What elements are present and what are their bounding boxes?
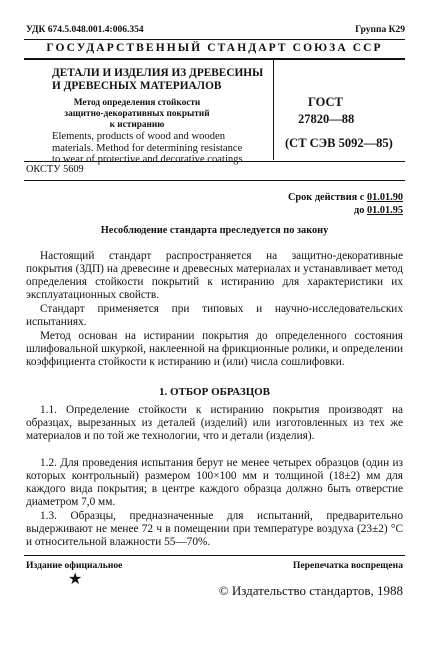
gost-number: 27820—88 [298, 112, 355, 126]
copyright-notice: © Издательство стандартов, 1988 [218, 583, 403, 598]
validity-to-label: до [354, 205, 365, 216]
clause-1-1: 1.1. Определение стойкости к истиранию покрытия производят на образцах, вырезанных из деталей (изделий) или изготовленных из тех же материалов и по той же технологии, что и детали (изделия). [26, 404, 403, 443]
okstu-rule [24, 180, 405, 181]
title-line-2: И ДРЕВЕСНЫХ МАТЕРИАЛОВ [52, 80, 222, 92]
header-rule-top [24, 39, 405, 40]
document-title [52, 67, 263, 93]
validity-line-2 [354, 205, 403, 216]
validity-to-date: 01.01.95 [366, 205, 403, 216]
reprint-notice: Перепечатка воспрещена [292, 560, 403, 571]
intro-paragraph-3: Метод основан на истирании покрытия до определенного состояния шлифовальной шкуркой, наклеенной на фрикционные ролики, и определении коэффициента стойкости к истиранию и (или) числа сошлифовки. [26, 330, 403, 369]
subtitle-line-1: Метод определения стойкости [73, 98, 201, 108]
gost-label: ГОСТ [308, 95, 343, 109]
okstu-code: ОКСТУ 5609 [26, 164, 84, 175]
english-line-1: Elements, products of wood and wooden [52, 131, 225, 142]
subtitle-line-2: защитно-декоративных покрытий [64, 109, 210, 119]
validity-from-label: Срок действия с [288, 192, 365, 203]
subtitle-line-3: к истиранию [109, 120, 165, 130]
english-line-3: to wear of protective and decorative coatings [52, 154, 243, 166]
clause-1-3: 1.3. Образцы, предназначенные для испытаний, предварительно выдерживают не менее 72 ч в помещении при температуре воздуха (23±2) °С и относительной влажности 55—70%. [26, 510, 403, 549]
document-subtitle [52, 98, 282, 131]
star-icon: ★ [68, 571, 83, 588]
state-standard-banner: ГОСУДАРСТВЕННЫЙ СТАНДАРТ СОЮЗА ССР [46, 42, 383, 54]
udc-code: УДК 674.5.048.001.4:006.354 [26, 25, 144, 35]
english-line-2: materials. Method for determining resistance [52, 142, 243, 154]
group-code: Группа К29 [355, 25, 405, 35]
header-rule-bottom [24, 58, 405, 60]
sev-reference: (СТ СЭВ 5092—85) [285, 136, 393, 150]
legal-notice: Несоблюдение стандарта преследуется по закону [100, 225, 329, 236]
intro-paragraph-2: Стандарт применяется при типовых и научно-исследовательских испытаниях. [26, 303, 403, 329]
clause-1-2: 1.2. Для проведения испытания берут не менее четырех образцов (один из которых контрольный) размером 100×100 мм и толщиной (18±2) мм для каждого вида покрытия; в центре каждого образца должно быть отверстие диаметром 7,0 мм. [26, 457, 403, 509]
section-1-heading: 1. ОТБОР ОБРАЗЦОВ [158, 386, 271, 398]
footer-rule [24, 555, 405, 556]
validity-from-date: 01.01.90 [366, 192, 403, 203]
title-block-divider [273, 60, 274, 160]
title-line-1: ДЕТАЛИ И ИЗДЕЛИЯ ИЗ ДРЕВЕСИНЫ [52, 67, 264, 79]
intro-paragraph-1: Настоящий стандарт распространяется на защитно-декоративные покрытия (ЗДП) на древесине и древесных материалах и устанавливает метод определения стойкости покрытий к истиранию для характеристики их эксплуатационных свойств. [26, 250, 403, 302]
validity-line-1 [288, 192, 403, 203]
edition-notice: Издание официальное [26, 560, 123, 571]
title-block-rule [24, 161, 405, 162]
